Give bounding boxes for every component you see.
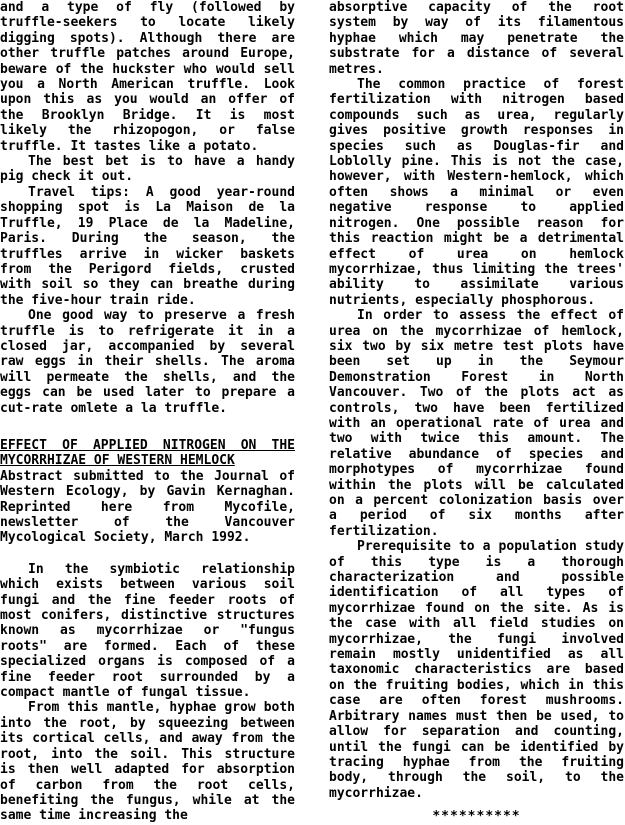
right-column <box>329 0 624 825</box>
abstract-text-c: , newsletter of the Vancouver Mycological Society, March 1992. <box>0 499 295 546</box>
journal-name: Journal of Western Ecology <box>0 468 295 500</box>
section-gap <box>0 416 295 438</box>
abstract-paragraph <box>0 469 295 546</box>
body-paragraph-1: In the symbiotic relationship which exists between various soil fungi and the fine feeder roots of most conifers, distinctive structures known as mycorrhizae or "fungus roots" are formed. Each of these specialized organs is composed of a fine feeder root surrounded by a compact mantle of fungal tissue. <box>0 561 295 701</box>
body-paragraph-3: The common practice of forest fertilization with nitrogen based compounds such as urea, regularly gives positive growth responses in species such as Douglas-fir and Loblolly pine. This is not the case, however, with Western-hemlock, which often shows a minimal or even negative response to applied nitrogen. One possible reason for this reaction might be a detrimental effect of urea on hemlock mycorrhizae, thus limiting the trees' ability to assimilate various nutrients, especially phosphorous. <box>329 77 624 308</box>
paragraph-gap <box>0 546 295 562</box>
truffle-paragraph-1: and a type of fly (followed by truffle-seekers to locate likely digging spots). Although there are other truffle patches around Europe, beware of the huckster who would sell you a North American truffle. Look upon this as you would an offer of the Brooklyn Bridge. It is most likely the rhizopogon, or false truffle. It tastes like a potato. <box>0 0 295 154</box>
body-paragraph-2-continued: absorptive capacity of the root system by way of its filamentous hyphae which may penetrate the substrate for a distance of several metres. <box>329 0 624 77</box>
travel-tips-paragraph <box>0 185 295 308</box>
body-paragraph-5: Prerequisite to a population study of this type is a thorough characterization and possible identification of all types of mycorrhizae found on the site. As is the case with all field studies on mycorrhizae, the fungi involved remain mostly unidentified as all taxonomic characteristics are based on the fruiting bodies, which in this case are often forest mushrooms. Arbitrary names must then be used, to allow for separation and counting, until the fungi can be identified by tracing hyphae from the fruiting body, through the soil, to the mycorrhizae. <box>329 539 624 801</box>
travel-tips-text: A good year-round shopping spot is La Maison de la Truffle, 19 Place de la Madeline, Paris. During the season, the truffles arrive in wicker baskets from the Perigord fields, crusted with soil so they can breathe during the five-hour train ride. <box>0 184 295 308</box>
body-paragraph-4: In order to assess the effect of urea on the mycorrhizae of hemlock, six two by six metre test plots have been set up in the Seymour Demonstration Forest in North Vancouver. Two of the plots act as controls, two have been fertilized with an operational rate of urea and two with twice this amount. The relative abundance of species and morphotypes of mycorrhizae found within the plots will be calculated on a percent colonization basis over a period of six months after fertilization. <box>329 308 624 539</box>
source-name: Mycofile <box>224 499 288 515</box>
article-heading: EFFECT OF APPLIED NITROGEN ON THE MYCORRHIZAE OF WESTERN HEMLOCK <box>0 437 295 469</box>
abstract-text-a: Abstract submitted to the <box>0 468 215 484</box>
preserve-paragraph: One good way to preserve a fresh truffle is to refrigerate it in a closed jar, accompanied by several raw eggs in their shells. The aroma will permeate the shells, and the eggs can be used later to prepare a cut-rate omlete a la truffle. <box>0 308 295 416</box>
left-column <box>0 0 295 824</box>
truffle-paragraph-2: The best bet is to have a handy pig check it out. <box>0 154 295 185</box>
body-paragraph-2: From this mantle, hyphae grow both into the root, by squeezing between its cortical cells, and away from the root, into the soil. This structure is then well adapted for absorption of carbon from the root cells, benefiting the fungus, while at the same time increasing the <box>0 700 295 824</box>
abstract-text-b: , by Gavin Kernaghan. Reprinted here from <box>0 484 295 515</box>
travel-tips-label: Travel tips: <box>28 184 130 200</box>
section-separator: ********** <box>432 809 521 825</box>
